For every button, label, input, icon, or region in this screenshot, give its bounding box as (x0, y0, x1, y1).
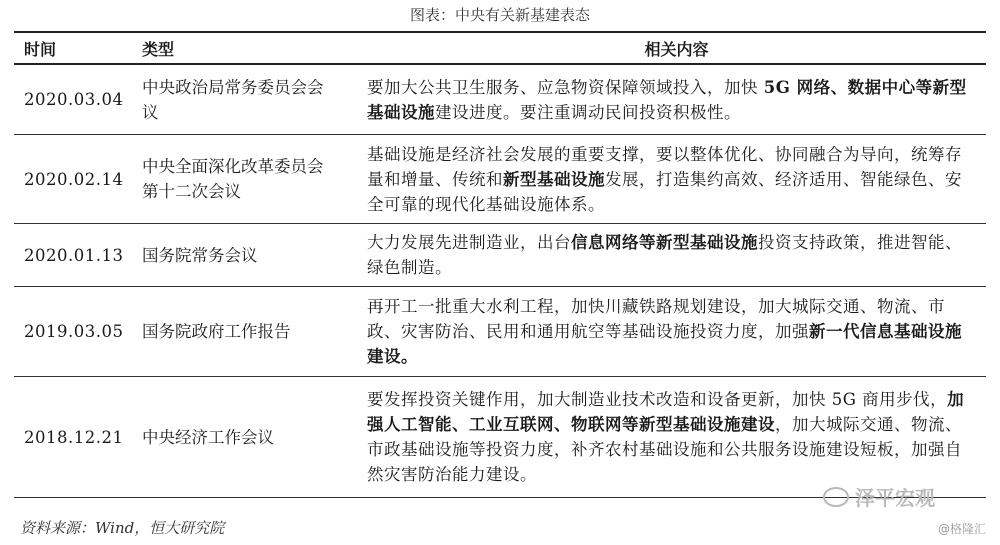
content-text: 大力发展先进制造业，出台 (367, 233, 571, 252)
row-date: 2019.03.05 (14, 287, 132, 377)
wechat-icon (823, 487, 849, 507)
watermark-corner: @格隆汇 (937, 522, 986, 536)
content-emphasis: 信息网络等新型基础设施 (571, 233, 758, 252)
table-row (14, 224, 986, 287)
row-date: 2020.02.14 (14, 135, 132, 224)
content-text: 投资支持政策，推进智能、绿色制造。 (367, 233, 962, 277)
table-row (14, 135, 986, 224)
content-emphasis: 加强人工智能、工业互联网、物联网等新型基础设施建设 (367, 390, 965, 434)
table-row (14, 64, 986, 135)
content-text: 要发挥投资关键作用，加大制造业技术改造和设备更新，加快 5G 商用步伐， (367, 390, 948, 409)
watermark-main (823, 482, 935, 511)
row-type: 中央经济工作会议 (132, 377, 367, 498)
source-note: 资料来源：Wind，恒大研究院 (20, 519, 225, 537)
row-date: 2020.01.13 (14, 224, 132, 287)
row-content (367, 287, 986, 377)
row-date: 2018.12.21 (14, 377, 132, 498)
content-text: 基础设施是经济社会发展的重要支撑，要以整体优化、协同融合为导向，统筹存量和增量、传统和 (367, 144, 962, 189)
table-caption: 图表：中央有关新基建表态 (409, 6, 590, 24)
header-time: 时间 (14, 32, 132, 64)
policy-table (14, 31, 986, 498)
row-type: 国务院常务会议 (132, 224, 367, 287)
table-row (14, 287, 986, 377)
row-type: 中央全面深化改革委员会第十二次会议 (132, 135, 367, 224)
content-text: 发展，打造集约高效、经济适用、智能绿色、安全可靠的现代化基础设施体系。 (367, 169, 962, 214)
row-date: 2020.03.04 (14, 64, 132, 135)
content-emphasis: 5G 网络、数据中心等新型基础设施 (367, 77, 967, 122)
header-type: 类型 (132, 32, 367, 64)
row-content (367, 377, 986, 498)
row-type: 中央政治局常务委员会会议 (132, 64, 367, 135)
row-content (367, 64, 986, 135)
watermark-main-text: 泽平宏观 (855, 486, 935, 510)
table-row (14, 377, 986, 498)
content-emphasis: 新型基础设施 (503, 169, 605, 189)
content-emphasis: 新一代信息基础设施建设。 (367, 322, 962, 366)
row-type: 国务院政府工作报告 (132, 287, 367, 377)
content-text: 再开工一批重大水利工程，加快川藏铁路规划建设，加大城际交通、物流、市政、灾害防治、民用和通用航空等基础设施投资力度，加强 (367, 297, 945, 341)
table-header-row (14, 32, 986, 64)
row-content (367, 224, 986, 287)
content-text: 要加大公共卫生服务、应急物资保障领域投入，加快 (367, 77, 764, 97)
content-text: 建设进度。要注重调动民间投资积极性。 (435, 102, 741, 122)
content-text: ，加大城际交通、物流、市政基础设施等投资力度，补齐农村基础设施和公共服务设施建设短板，加强自然灾害防治能力建设。 (367, 415, 962, 484)
header-content: 相关内容 (367, 32, 986, 64)
row-content (367, 135, 986, 224)
